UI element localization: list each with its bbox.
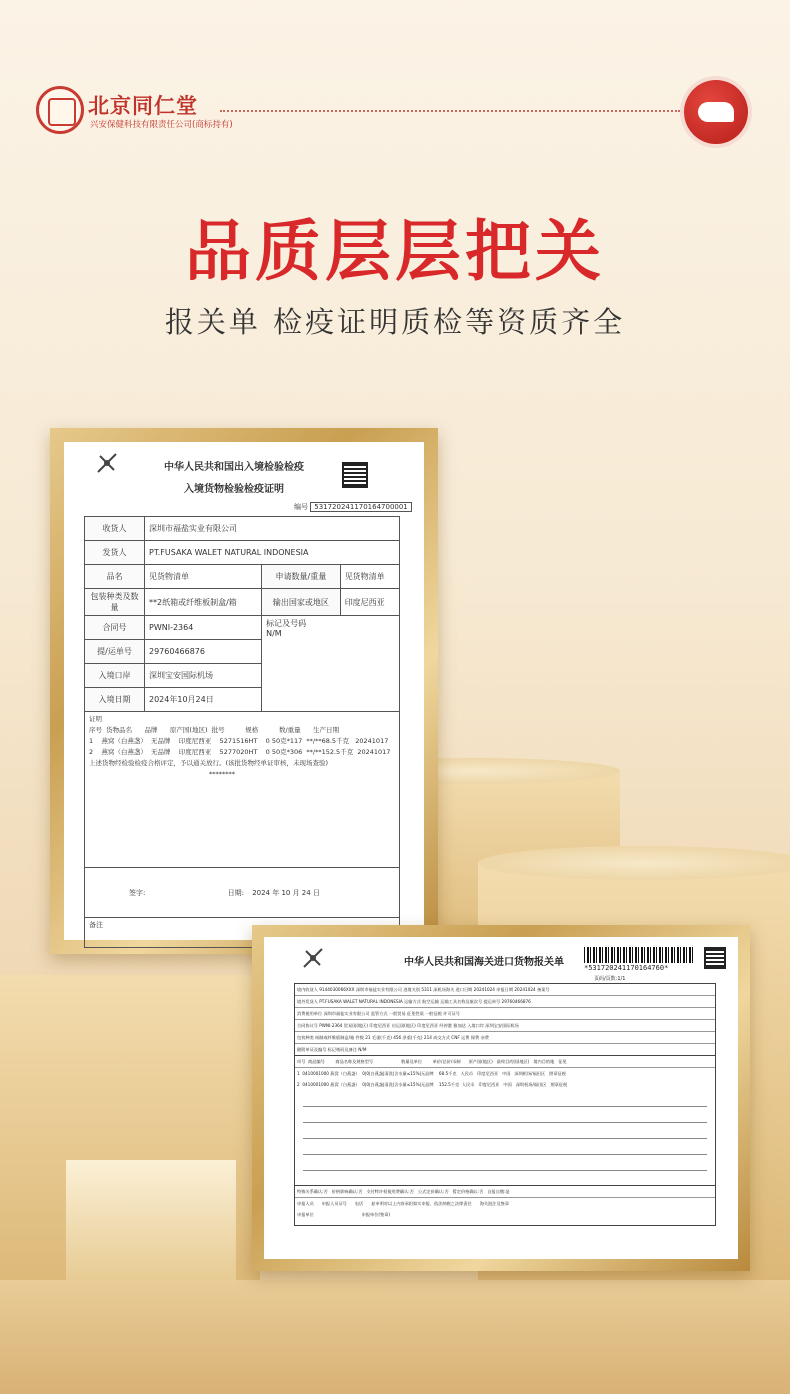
- product-value: 见货物清单: [145, 565, 262, 589]
- customs-frame: [252, 925, 750, 1271]
- date-value: 2024年10月24日: [145, 688, 262, 712]
- origin-value: 印度尼西亚: [340, 589, 399, 616]
- quantity-label: 申请数量/重量: [262, 565, 341, 589]
- quantity-value: 见货物清单: [340, 565, 399, 589]
- bill-label: 提/运单号: [85, 640, 145, 664]
- hero-subtitle: 报关单 检疫证明质检等资质齐全: [164, 305, 626, 339]
- inspection-certificate: [64, 442, 424, 940]
- customs-declaration: [264, 937, 738, 1259]
- contract-label: 合同号: [85, 616, 145, 640]
- customs-qr-code: [704, 947, 726, 969]
- customs-page-text: 页码/页数:1/1: [594, 976, 626, 982]
- port-label: 入境口岸: [85, 664, 145, 688]
- sign-cell: 签字: 日期: 2024 年 10 月 24 日: [85, 868, 400, 918]
- port-value: 深圳宝安国际机场: [145, 664, 262, 688]
- customs-emblem-icon: [300, 945, 326, 971]
- ciq-emblem-icon: [94, 450, 120, 476]
- package-label: 包装种类及数量: [85, 589, 145, 616]
- podium-small: [66, 1160, 236, 1280]
- brand-subtitle: 兴安保健科技有限责任公司(商标持有): [90, 120, 233, 130]
- certificate-qr-code: [342, 462, 368, 488]
- dotted-divider: [220, 110, 680, 112]
- bill-value: 29760466876: [145, 640, 262, 664]
- certificate-heading-1: 中华人民共和国出入境检验检疫: [164, 462, 304, 473]
- certificate-number: 编号 531720241170164700001: [294, 502, 412, 512]
- consignor-label: 发货人: [85, 541, 145, 565]
- hero-title: 品质层层把关: [185, 212, 605, 290]
- customs-barcode-text: *531720241170164760*: [584, 964, 669, 972]
- consignee-value: 深圳市福盐实业有限公司: [145, 517, 400, 541]
- proof-cell: 证明 序号 货物品名 品牌 原产国(地区) 批号 规格 数/重量 生产日期 1 燕窝（白燕盏） 无品牌 印度尼西亚 5271516HT 0 50克*117 **/**68.5千克 20241017 2 燕窝（白燕盏） 无品牌 印度尼西亚 5277020HT 0 50克*306 **/**152.5千克 20241017 上述货物经检验检疫合格评定，予以通关放行。(该批货物经单证审核，未现场查验) ********: [85, 712, 400, 868]
- floor: [0, 1280, 790, 1394]
- tongrentang-logo: [36, 86, 84, 134]
- brand-name: 北京同仁堂: [88, 93, 198, 118]
- customs-heading: 中华人民共和国海关进口货物报关单: [404, 957, 564, 968]
- podium-right-top: [478, 846, 790, 880]
- customs-grid: 境内收货人 9144030066XXX 深圳市福盐实业有限公司 进境关别 5311 深机场海关 进口日期 20241024 申报日期 20241024 备案号 境外发货人 PT.FUSAKA WALET NATURAL INDONESIA 运输方式 航空运输 运输工具名称及航次号 提运单号 29760466876 消费使用单位 深圳市福盐实业有限公司 监管方式 一般贸易 征免性质 一般征税 许可证号 合同协议号 PWNI-2364 贸易国(地区) 印度尼西亚 启运国(地区) 印度尼西亚 经停港 雅加达 入境口岸 深圳宝安国际机场 包装种类 纸制或纤维板制盒/箱 件数 21 毛重(千克) 456 净重(千克) 214 成交方式 CNF 运费 保费 杂费 随附单证及编号 标记唛码及备注 N/M 项号 商品编号 商品名称及规格型号 数量及单位 单价/总价/币制 原产国(地区) 最终目的国(地区) 境内目的地 征免 1 0410001000 燕窝（白燕盏） 0|0|白燕盏|清洗|含水量≤15%|无品牌 68.5千克 人民币 印度尼西亚 中国 深圳机场/福田区 照章征税 2 0410001000 燕窝（白燕盏） 0|0|白燕盏|清洗|含水量≤15%|无品牌 152.5千克 人民币 印度尼西亚 中国 深圳机场/福田区 照章征税 特殊关系确认:否 价格影响确认:否 支付特许权使用费确认:否 公式定价确认:否 暂定价格确认:否 自报自缴:是 申报人员 申报人员证号 电话 兹申明对以上内容承担如实申报、依法纳税之法律责任 海关批注及签章 申报单位 申报单位(签章): [294, 983, 716, 1226]
- contract-value: PWNI-2364: [145, 616, 262, 640]
- date-label: 入境日期: [85, 688, 145, 712]
- marks-cell: 标记及号码 N/M: [262, 616, 400, 712]
- certificate-heading-2: 入境货物检验检疫证明: [184, 484, 284, 495]
- remark-cell: 备注: [85, 918, 400, 948]
- certificate-frame: [50, 428, 438, 954]
- package-value: **2纸箱或纤维板制盒/箱: [145, 589, 262, 616]
- consignee-label: 收货人: [85, 517, 145, 541]
- consignor-value: PT.FUSAKA WALET NATURAL INDONESIA: [145, 541, 400, 565]
- customs-barcode: [584, 947, 694, 963]
- origin-label: 输出国家或地区: [262, 589, 341, 616]
- dove-seal-icon: [684, 80, 748, 144]
- customs-empty-rows: [295, 1090, 715, 1186]
- product-label: 品名: [85, 565, 145, 589]
- certificate-table: [84, 516, 400, 948]
